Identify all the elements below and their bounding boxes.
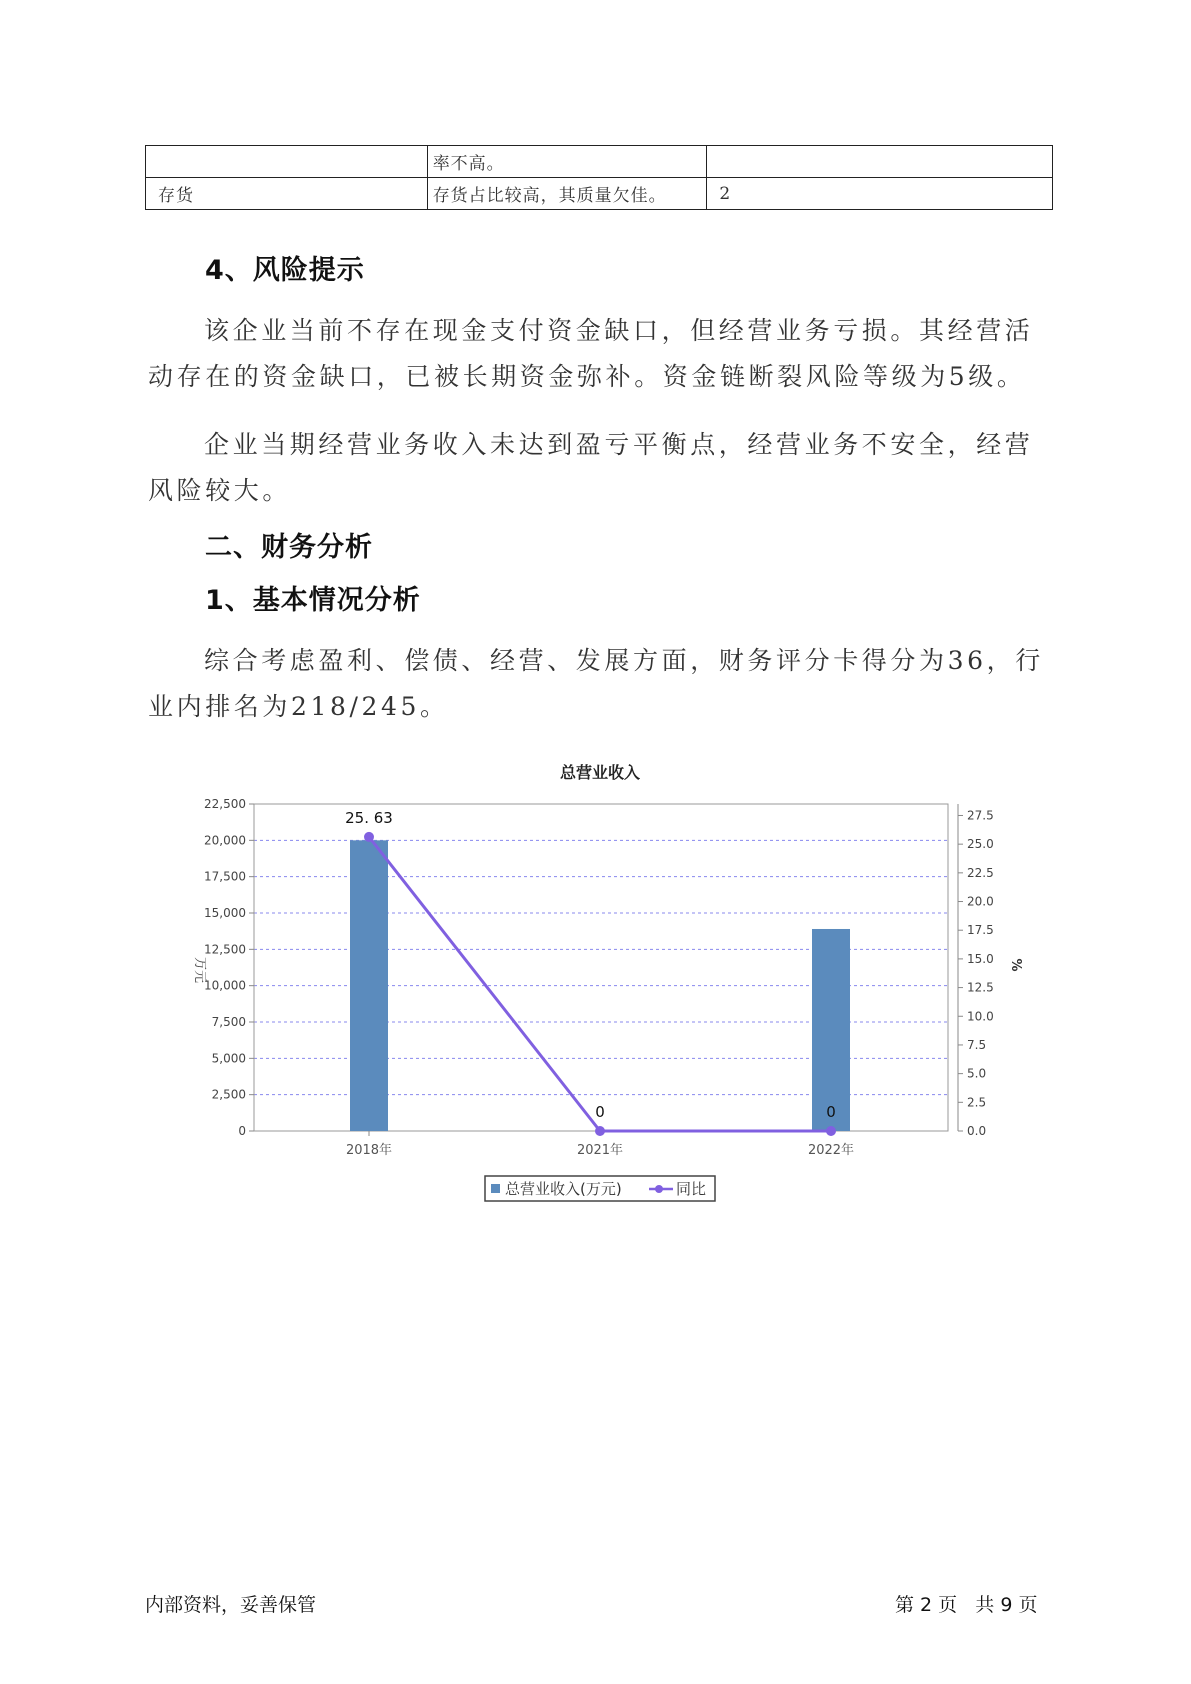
footer-page-number: 第 2 页 共 9 页 [895,1594,1038,1616]
y-right-tick-label: 20.0 [967,894,994,909]
legend-bar-swatch [491,1184,500,1193]
y-axis-label: 万元 [192,956,207,984]
y-tick-label: 20,000 [204,833,246,848]
risk-paragraph-1: 该企业当前不存在现金支付资金缺口，但经营业务亏损。其经营活动存在的资金缺口，已被长期资金弥补。资金链断裂风险等级为5级。 [148,316,1034,391]
yoy-line [369,837,831,1131]
y-right-tick-label: 15.0 [967,951,994,966]
y-right-tick-label: 25.0 [967,837,994,852]
table-cell-item: 存货 [146,178,428,210]
table-cell-desc: 率不高。 [427,146,707,178]
table-cell-desc: 存货占比较高，其质量欠佳。 [427,178,707,210]
y-right-tick-label: 10.0 [967,1009,994,1024]
y-right-tick-label: 0.0 [967,1124,987,1138]
y-tick-label: 0 [238,1124,246,1138]
y-right-tick-label: 12.5 [967,980,994,995]
y-right-tick-label: 5.0 [967,1066,987,1081]
y-tick-label: 5,000 [211,1051,246,1066]
basic-analysis-paragraph: 综合考虑盈利、偿债、经营、发展方面，财务评分卡得分为36，行业内排名为218/245。 [148,646,1044,721]
y-tick-label: 10,000 [204,978,246,993]
yoy-point [595,1126,605,1136]
y-right-tick-label: 7.5 [967,1037,987,1052]
legend-line-marker [655,1185,663,1193]
risk-heading: 4、风险提示 [205,255,365,286]
legend-bar-label: 总营业收入(万元) [505,1180,622,1198]
legend-line-label: 同比 [676,1180,707,1198]
yoy-data-label: 25. 63 [345,808,393,827]
y-tick-label: 15,000 [204,906,246,920]
x-tick-label: 2018年 [345,1143,393,1158]
y-right-tick-label: 27.5 [967,808,994,823]
y-tick-label: 12,500 [204,942,246,957]
y-tick-label: 22,500 [204,797,246,811]
yoy-data-label: 0 [826,1103,836,1121]
y-right-tick-label: 22.5 [967,865,994,880]
y-tick-label: 2,500 [211,1087,246,1102]
y-axis-right-label: % [1008,958,1023,972]
x-tick-label: 2021年 [576,1143,624,1158]
yoy-point [364,832,374,842]
y-tick-label: 17,500 [204,869,246,884]
finance-heading: 二、财务分析 [205,532,373,563]
chart-legend [485,1176,715,1201]
yoy-point [826,1126,836,1136]
x-tick-label: 2022年 [807,1143,855,1158]
y-tick-label: 7,500 [211,1015,246,1029]
bar [812,929,850,1131]
table-cell-score: 2 [707,178,1053,210]
bar [350,840,388,1131]
risk-paragraph-2: 企业当期经营业务收入未达到盈亏平衡点，经营业务不安全，经营风险较大。 [148,430,1034,505]
yoy-data-label: 0 [595,1103,605,1121]
footer-confidential: 内部资料，妥善保管 [145,1594,317,1616]
chart-title: 总营业收入 [559,763,641,782]
y-right-tick-label: 2.5 [967,1095,987,1110]
chart-line [345,809,836,1136]
basic-analysis-heading: 1、基本情况分析 [205,585,421,616]
y-right-tick-label: 17.5 [967,923,994,938]
